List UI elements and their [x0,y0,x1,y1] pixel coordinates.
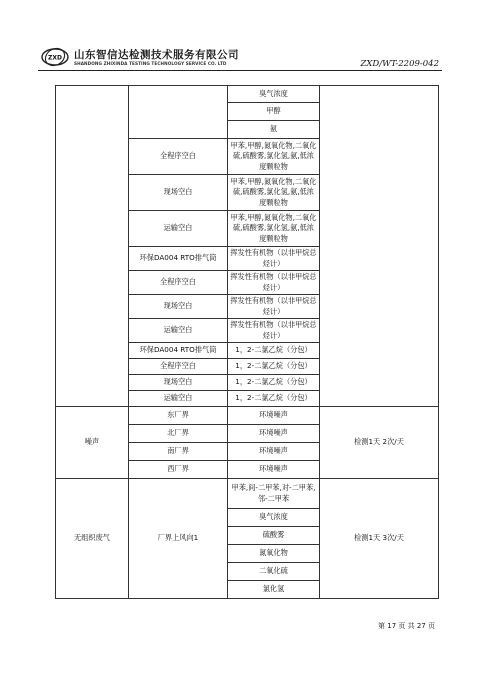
frequency-cell: 检测1天 3次/天 [320,479,439,599]
item-cell: 甲苯,间-二甲苯,对-二甲苯,邻-二甲苯 [228,479,320,509]
item-cell: 挥发性有机物（以非甲烷总烃计） [228,295,320,319]
item-cell: 臭气浓度 [228,509,320,527]
point-cell: 运输空白 [129,319,228,343]
company-name: 山东智信达检测技术服务有限公司 [74,49,239,61]
header-divider [38,70,442,71]
point-cell: 东厂界 [129,407,228,425]
item-cell: 挥发性有机物（以非甲烷总烃计） [228,247,320,271]
item-cell: 甲苯,甲醇,氮氧化物,二氧化硫,硫酸雾,氯化氢,氨,低浓度颗粒物 [228,139,320,175]
company-logo [40,44,239,76]
item-cell: 甲醇 [228,103,320,121]
item-cell: 甲苯,甲醇,氮氧化物,二氧化硫,硫酸雾,氯化氢,氨,低浓度颗粒物 [228,211,320,247]
point-cell: 现场空白 [129,295,228,319]
company-logo-icon [40,46,70,68]
item-cell: 氯化氢 [228,581,320,599]
table-row [56,86,439,103]
item-cell: 硫酸雾 [228,527,320,545]
item-cell: 环境噪声 [228,461,320,479]
category-cell: 无组织废气 [56,479,129,599]
table-row [56,407,439,425]
item-cell: 环境噪声 [228,443,320,461]
page-number: 第 17 页 共 27 页 [378,622,435,630]
item-cell: 臭气浓度 [228,86,320,103]
company-name-en: SHANDONG ZHIXINDA TESTING TECHNOLOGY SERVICE CO. LTD [74,61,227,66]
category-cell: 噪声 [56,407,129,479]
item-cell: 环境噪声 [228,425,320,443]
item-cell: 环境噪声 [228,407,320,425]
item-cell: 1，2-二氯乙烷（分包） [228,359,320,375]
document-number: ZXD/WT-2209-042 [360,59,439,69]
point-cell: 北厂界 [129,425,228,443]
item-cell: 氮氧化物 [228,545,320,563]
item-cell: 1，2-二氯乙烷（分包） [228,375,320,391]
item-cell: 1，2-二氯乙烷（分包） [228,343,320,359]
point-cell: 全程序空白 [129,139,228,175]
point-cell: 西厂界 [129,461,228,479]
point-cell [129,86,228,139]
point-cell: 现场空白 [129,175,228,211]
point-cell: 全程序空白 [129,271,228,295]
item-cell: 挥发性有机物（以非甲烷总烃计） [228,319,320,343]
item-cell: 甲苯,甲醇,氮氧化物,二氧化硫,硫酸雾,氯化氢,氨,低浓度颗粒物 [228,175,320,211]
frequency-cell [320,86,439,407]
point-cell: 厂界上风向1 [129,479,228,599]
point-cell: 环保DA004 RTO排气筒 [129,343,228,359]
frequency-cell: 检测1天 2次/天 [320,407,439,479]
point-cell: 环保DA004 RTO排气筒 [129,247,228,271]
point-cell: 全程序空白 [129,359,228,375]
point-cell: 运输空白 [129,211,228,247]
point-cell: 现场空白 [129,375,228,391]
svg-text:ZXD: ZXD [48,54,62,62]
item-cell: 挥发性有机物（以非甲烷总烃计） [228,271,320,295]
table-row [56,479,439,509]
point-cell: 运输空白 [129,391,228,407]
monitoring-plan-table [55,85,439,599]
item-cell: 氨 [228,121,320,139]
item-cell: 二氧化硫 [228,563,320,581]
category-cell [56,86,129,407]
item-cell: 1，2-二氯乙烷（分包） [228,391,320,407]
point-cell: 南厂界 [129,443,228,461]
